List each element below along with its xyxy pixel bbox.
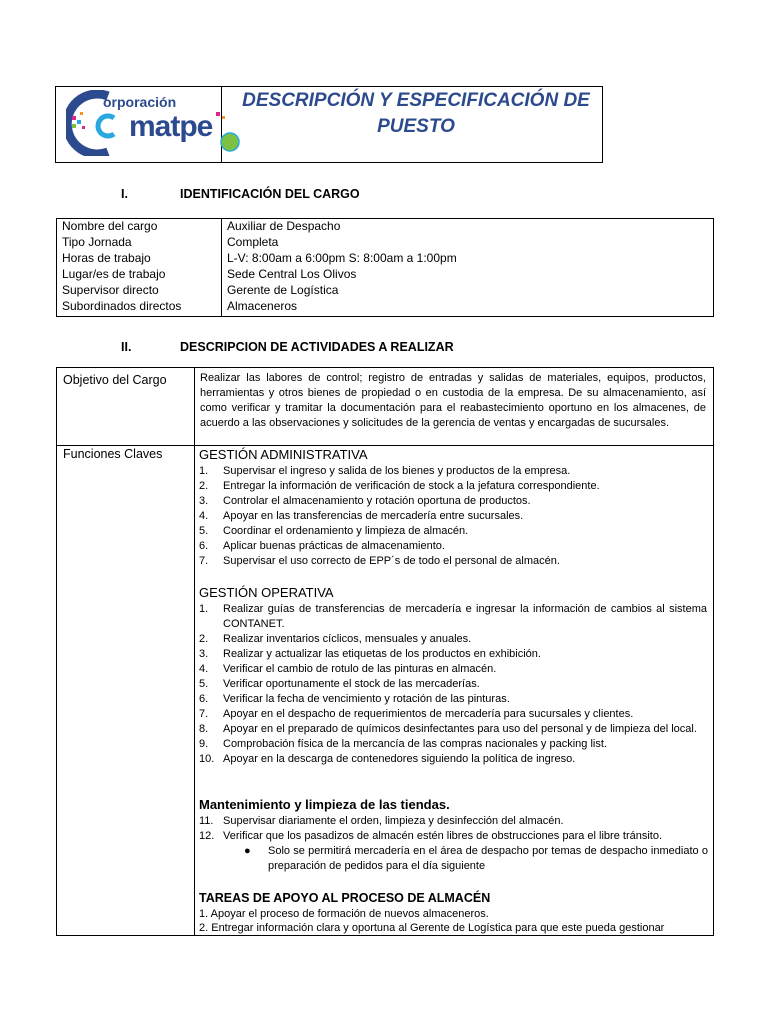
objetivo-text: Realizar las labores de control; registro de entradas y salidas de materiales, equipos, productos, herramientas y otros bienes de propiedad o en custodia de la empresa. De su almacenamiento, así como verificar y tramitar la documentación para el reabastecimiento oportuno en los almacenes, de acuerdo a las observaciones y solicitudes de la gerencia de ventas y encargadas de sucursales. (200, 372, 706, 429)
item-text: Supervisar diariamente el orden, limpieza y desinfección del almacén. (223, 815, 564, 827)
list-item (199, 464, 707, 479)
row-label: Tipo Jornada (62, 235, 132, 249)
item-number: 3. (199, 648, 209, 660)
list-item (199, 647, 707, 662)
section-2-title: DESCRIPCION DE ACTIVIDADES A REALIZAR (180, 340, 454, 354)
item-text: Supervisar el uso correcto de EPP´s de todo el personal de almacén. (223, 555, 560, 567)
title-line-2: PUESTO (377, 116, 455, 137)
table-row (56, 218, 714, 234)
row-value: Completa (227, 235, 279, 249)
activities-row-divider (56, 445, 714, 446)
item-text: Realizar y actualizar las etiquetas de los productos en exhibición. (223, 648, 541, 660)
list-item (199, 602, 707, 632)
section-2-number: II. (121, 340, 132, 354)
item-number: 5. (199, 525, 209, 537)
item-text: Coordinar el ordenamiento y limpieza de almacén. (223, 525, 469, 537)
item-number: 4. (199, 663, 209, 675)
table-row (56, 250, 714, 266)
list-item (199, 707, 707, 722)
list-item (199, 737, 707, 752)
mantenimiento-list (199, 814, 707, 844)
objetivo-label: Objetivo del Cargo (63, 373, 167, 387)
item-number: 2. (199, 480, 209, 492)
list-item: 1. Apoyar el proceso de formación de nuevos almaceneros. (199, 908, 489, 920)
item-number: 3. (199, 495, 209, 507)
item-text: Apoyar en las transferencias de mercadería entre sucursales. (223, 510, 524, 522)
list-item (199, 722, 707, 737)
funciones-label: Funciones Claves (63, 447, 163, 461)
item-number: 6. (199, 693, 209, 705)
item-text: Verificar oportunamente el stock de las mercaderías. (223, 678, 480, 690)
table-row (56, 234, 714, 250)
mantenimiento-heading: Mantenimiento y limpieza de las tiendas. (199, 797, 450, 812)
mantenimiento-bullet (244, 844, 708, 874)
list-item (199, 692, 707, 707)
table-row (56, 266, 714, 282)
table-row (56, 298, 714, 314)
item-number: 10. (199, 753, 215, 765)
logo-text-brand: matpe (129, 110, 213, 143)
row-value: Almaceneros (227, 299, 298, 313)
row-label: Subordinados directos (62, 299, 182, 313)
item-number: 7. (199, 708, 209, 720)
table-row (56, 282, 714, 298)
row-value: Auxiliar de Despacho (227, 219, 341, 233)
bullet-text: Solo se permitirá mercadería en el área de despacho por temas de despacho inmediato o preparación de pedidos para el día siguiente (268, 845, 708, 872)
identification-table (56, 218, 714, 314)
logo-text-corporacion: orporación (103, 94, 177, 110)
row-label: Supervisor directo (62, 283, 159, 297)
item-text: Aplicar buenas prácticas de almacenamiento. (223, 540, 445, 552)
item-text: Verificar el cambio de rotulo de las pinturas en almacén. (223, 663, 497, 675)
row-value: Gerente de Logística (227, 283, 339, 297)
list-item (199, 814, 707, 829)
list-item (199, 752, 707, 767)
list-item (199, 494, 707, 509)
tareas-heading: TAREAS DE APOYO AL PROCESO DE ALMACÉN (199, 891, 491, 905)
list-item (199, 554, 707, 569)
section-1-title: IDENTIFICACIÓN DEL CARGO (180, 187, 360, 201)
page-title (230, 88, 602, 140)
row-label: Horas de trabajo (62, 251, 151, 265)
list-item (199, 677, 707, 692)
row-value: Sede Central Los Olivos (227, 267, 357, 281)
item-text: Entregar la información de verificación de stock a la jefatura correspondiente. (223, 480, 600, 492)
item-text: Apoyar en la descarga de contenedores siguiendo la política de ingreso. (223, 753, 576, 765)
admin-list (199, 464, 707, 569)
item-text: Verificar la fecha de vencimiento y rotación de las pinturas. (223, 693, 510, 705)
item-text: Verificar que los pasadizos de almacén estén libres de obstrucciones para el libre tránsito. (223, 830, 663, 842)
item-text: Realizar guías de transferencias de mercadería e ingresar la información de cambios al sistema CONTANET. (223, 603, 707, 630)
operativa-list (199, 602, 707, 767)
item-number: 11. (199, 815, 214, 827)
list-item: 2. Entregar información clara y oportuna al Gerente de Logística para que este pueda gestionar (199, 922, 665, 934)
item-number: 5. (199, 678, 209, 690)
list-item (199, 509, 707, 524)
item-number: 1. (199, 603, 209, 615)
item-text: Apoyar en el preparado de químicos desinfectantes para uso del personal y de limpieza del local. (223, 723, 697, 735)
item-text: Apoyar en el despacho de requerimientos de mercadería para sucursales y clientes. (223, 708, 634, 720)
row-value: L-V: 8:00am a 6:00pm S: 8:00am a 1:00pm (227, 251, 457, 265)
company-logo (66, 90, 242, 156)
list-item (199, 829, 707, 844)
list-item (199, 632, 707, 647)
admin-heading: GESTIÓN ADMINISTRATIVA (199, 447, 368, 462)
list-item (199, 539, 707, 554)
activities-table-divider (194, 367, 195, 936)
item-number: 2. (199, 633, 209, 645)
section-1-number: I. (121, 187, 128, 201)
item-text: Realizar inventarios cíclicos, mensuales y anuales. (223, 633, 472, 645)
item-text: Comprobación física de la mercancía de las compras nacionales y packing list. (223, 738, 607, 750)
bullet-icon: ● (244, 845, 251, 857)
item-number: 4. (199, 510, 209, 522)
list-item (199, 662, 707, 677)
item-text: Supervisar el ingreso y salida de los bienes y productos de la empresa. (223, 465, 571, 477)
item-number: 6. (199, 540, 209, 552)
item-number: 9. (199, 738, 209, 750)
item-number: 8. (199, 723, 209, 735)
operativa-heading: GESTIÓN OPERATIVA (199, 585, 334, 600)
list-item (199, 524, 707, 539)
item-number: 1. (199, 465, 209, 477)
title-line-1: DESCRIPCIÓN Y ESPECIFICACIÓN DE (242, 90, 590, 111)
item-number: 7. (199, 555, 209, 567)
list-item (199, 479, 707, 494)
item-number: 12. (199, 830, 215, 842)
item-text: Controlar el almacenamiento y rotación oportuna de productos. (223, 495, 531, 507)
row-label: Nombre del cargo (62, 219, 158, 233)
row-label: Lugar/es de trabajo (62, 267, 166, 281)
